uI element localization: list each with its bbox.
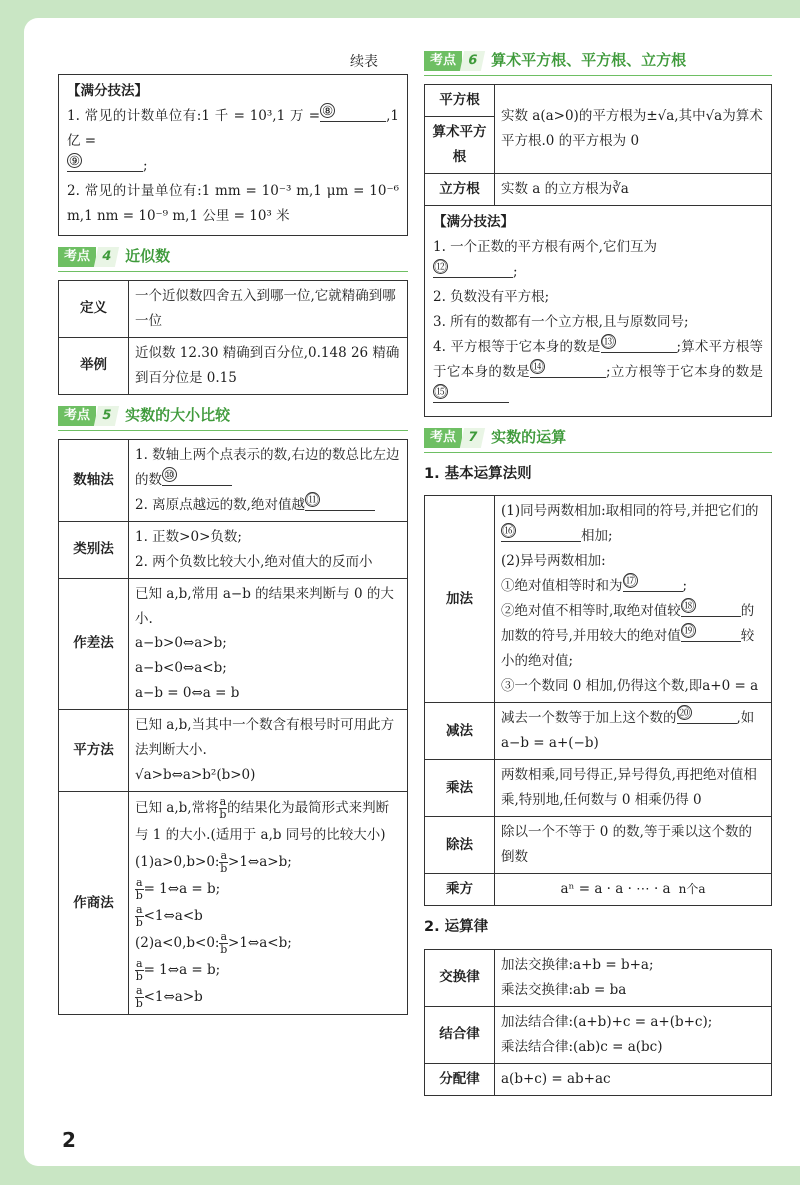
- blank-14[interactable]: ⑭: [530, 362, 606, 378]
- operation-table: [424, 495, 772, 906]
- tips-box-1: [58, 74, 408, 236]
- tips-line-2: 2. 常见的计量单位有:1 mm = 10⁻³ m,1 μm = 10⁻⁶ m,1 nm = 10⁻⁹ m,1 公里 = 10³ 米: [67, 182, 399, 224]
- table-row: 加法 (1)同号两数相加:取相同的符号,并把它们的 ⑯ 相加; (2)异号两数相加: ①绝对值相等时和为 ⑰ ; ②绝对值不相等时,取绝对值较 ⑱ 的加数的符号,并用较大的绝对值 ⑲ 较小的绝对值; ③一个数同 0 相加,仍得这个数,即a+0 = a: [425, 496, 772, 703]
- table-row: 立方根 实数 a 的立方根为∛a: [425, 173, 772, 205]
- continued-label: 续表: [350, 54, 378, 70]
- table-row: 平方根 实数 a(a>0)的平方根为±√a,其中√a为算术平方根.0 的平方根为 0: [425, 85, 772, 117]
- table-row: 除法 除以一个不等于 0 的数,等于乘以这个数的倒数: [425, 817, 772, 874]
- table-row: 减法 减去一个数等于加上这个数的 ⑳ ,如 a−b = a+(−b): [425, 703, 772, 760]
- table-row: 乘法 两数相乘,同号得正,异号得负,再把绝对值相乘,特别地,任何数与 0 相乘仍得 0: [425, 760, 772, 817]
- table-row: 结合律 加法结合律:(a+b)+c = a+(b+c); 乘法结合律:(ab)c = a(bc): [425, 1006, 772, 1063]
- section-4-header: 考点 4 近似数: [58, 246, 408, 268]
- subheading-laws: 2. 运算律: [424, 918, 489, 935]
- section-5-header: 考点 5 实数的大小比较: [58, 405, 408, 427]
- table-row: 分配律 a(b+c) = ab+ac: [425, 1063, 772, 1095]
- right-column: [424, 50, 772, 1096]
- subheading-rules: 1. 基本运算法则: [424, 465, 532, 482]
- section-7-header: 考点 7 实数的运算: [424, 427, 772, 449]
- tips-line-1: 1. 常见的计数单位有:1 千 = 10³,1 万 = ⑧ ,1 亿 = ⑨ ;: [67, 102, 399, 174]
- root-table: [424, 84, 772, 206]
- table-row: 交换律 加法交换律:a+b = b+a; 乘法交换律:ab = ba: [425, 949, 772, 1006]
- table-row: 平方法 已知 a,b,当其中一个数含有根号时可用此方法判断大小. √a>b⇔a>b²(b>0): [59, 710, 408, 792]
- blank-20[interactable]: ⑳: [677, 708, 737, 724]
- blank-15[interactable]: ⑮: [433, 387, 509, 403]
- section-6-header: 考点 6 算术平方根、平方根、立方根: [424, 50, 772, 72]
- blank-18[interactable]: ⑱: [681, 601, 741, 617]
- table-row: 作商法 已知 a,b,常将 $\frac{a}{b}$ 的结果化为最简形式来判断与 1 的大小.(适用于 a,b 同号的比较大小) (1)a>0,b>0: $\frac{a}{b}$ >1⇔a>b; $\frac{a}{b}$ = 1⇔a = b; $\frac{a}{b}$ <1⇔a<b (2)a<0,b<0: $\frac{a}{b}$ >1⇔a<b; $\frac{a}{b}$ = 1⇔a = b; $\frac{a}{b}$ <1⇔a>b: [59, 792, 408, 1015]
- blank-16[interactable]: ⑯: [501, 526, 581, 542]
- left-column: [58, 50, 408, 1015]
- table-row: 数轴法 1. 数轴上两个点表示的数,右边的数总比左边的数 ⑩ 2. 离原点越远的数,绝对值越 ⑪: [59, 439, 408, 521]
- table-row: 类别法 1. 正数>0>负数; 2. 两个负数比较大小,绝对值大的反而小: [59, 521, 408, 578]
- tips-header: 【满分技法】: [67, 83, 148, 99]
- table-row: 举例 近似数 12.30 精确到百分位,0.148 26 精确到百分位是 0.15: [59, 337, 408, 394]
- table-row: 定义 一个近似数四舍五入到哪一位,它就精确到哪一位: [59, 280, 408, 337]
- blank-10[interactable]: ⑩: [162, 470, 232, 486]
- approx-table: [58, 280, 408, 395]
- blank-9[interactable]: ⑨: [67, 156, 143, 172]
- blank-12[interactable]: ⑫: [433, 262, 513, 278]
- blank-13[interactable]: ⑬: [601, 337, 677, 353]
- blank-8[interactable]: ⑧: [320, 106, 386, 122]
- top-green-band: [24, 2, 800, 18]
- compare-table: [58, 439, 408, 1016]
- blank-11[interactable]: ⑪: [305, 495, 375, 511]
- page-number: 2: [62, 1128, 76, 1152]
- table-row: 算术平方根: [425, 116, 772, 173]
- table-row: 乘方 aⁿ = a · a · ⋯ · a n个a: [425, 874, 772, 906]
- table-row: 作差法 已知 a,b,常用 a−b 的结果来判断与 0 的大小. a−b>0⇔a>b; a−b<0⇔a<b; a−b = 0⇔a = b: [59, 578, 408, 710]
- blank-17[interactable]: ⑰: [623, 576, 683, 592]
- tips-box-2: 【满分技法】 1. 一个正数的平方根有两个,它们互为 ⑫ ; 2. 负数没有平方根; 3. 所有的数都有一个立方根,且与原数同号; 4. 平方根等于它本身的数是 ⑬ ;算术平方根等于它本身的数是 ⑭ ;立方根等于它本身的数是 ⑮: [424, 206, 772, 417]
- blank-19[interactable]: ⑲: [681, 626, 741, 642]
- law-table: [424, 949, 772, 1096]
